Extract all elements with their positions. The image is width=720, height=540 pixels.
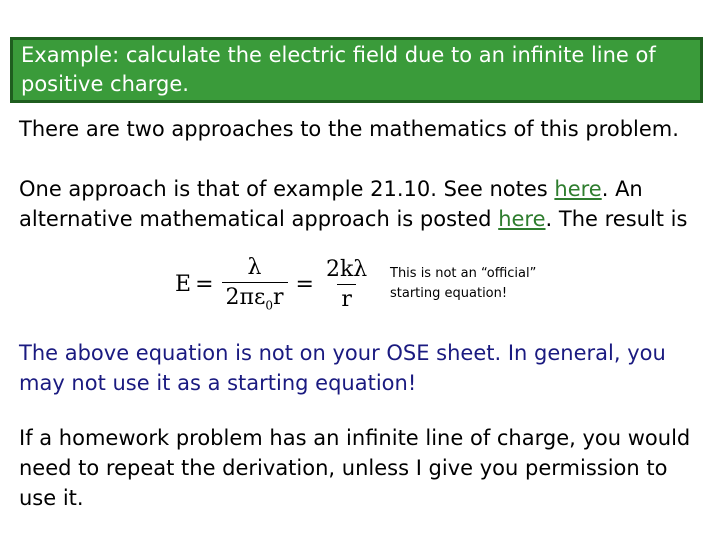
eq-frac1-denominator bbox=[222, 282, 288, 312]
eq-fraction-1 bbox=[222, 255, 288, 312]
notes-link[interactable]: here bbox=[554, 177, 602, 201]
paragraph-result-text-a: One approach is that of example 21.10. See notes bbox=[19, 177, 555, 201]
eq-frac1-den-r: r bbox=[273, 285, 284, 311]
title-box bbox=[10, 37, 703, 103]
paragraph-homework-note: If a homework problem has an infinite line of charge, you would need to repeat the derivation, unless I give you permission to use it. bbox=[19, 426, 691, 510]
eq-frac1-den-main: 2πε bbox=[225, 285, 266, 311]
eq-frac2-denominator: r bbox=[337, 284, 356, 312]
alternative-approach-link[interactable]: here bbox=[498, 207, 546, 231]
paragraph-ose-warning: The above equation is not on your OSE sheet. In general, you may not use it as a starting equation! bbox=[19, 341, 666, 395]
paragraph-approaches: There are two approaches to the mathematics of this problem. bbox=[19, 117, 679, 141]
paragraph-result bbox=[19, 174, 709, 234]
eq-equals-1: = bbox=[195, 271, 214, 297]
eq-equals-2: = bbox=[295, 271, 314, 297]
eq-lhs: E bbox=[175, 271, 192, 297]
eq-frac2-numerator: 2kλ bbox=[325, 256, 368, 282]
unofficial-equation-note: This is not an “official” starting equation! bbox=[390, 266, 537, 301]
paragraph-result-text-c: . The result is bbox=[545, 207, 688, 231]
eq-frac1-den-subscript: 0 bbox=[265, 298, 273, 313]
eq-fraction-2 bbox=[322, 257, 371, 312]
paragraph-result-text-b: . An alternative mathematical approach is posted bbox=[19, 177, 643, 231]
slide-title: Example: calculate the electric field due to an infinite line of positive charge. bbox=[21, 43, 656, 96]
eq-frac1-numerator: λ bbox=[247, 255, 262, 281]
electric-field-equation bbox=[175, 250, 375, 318]
